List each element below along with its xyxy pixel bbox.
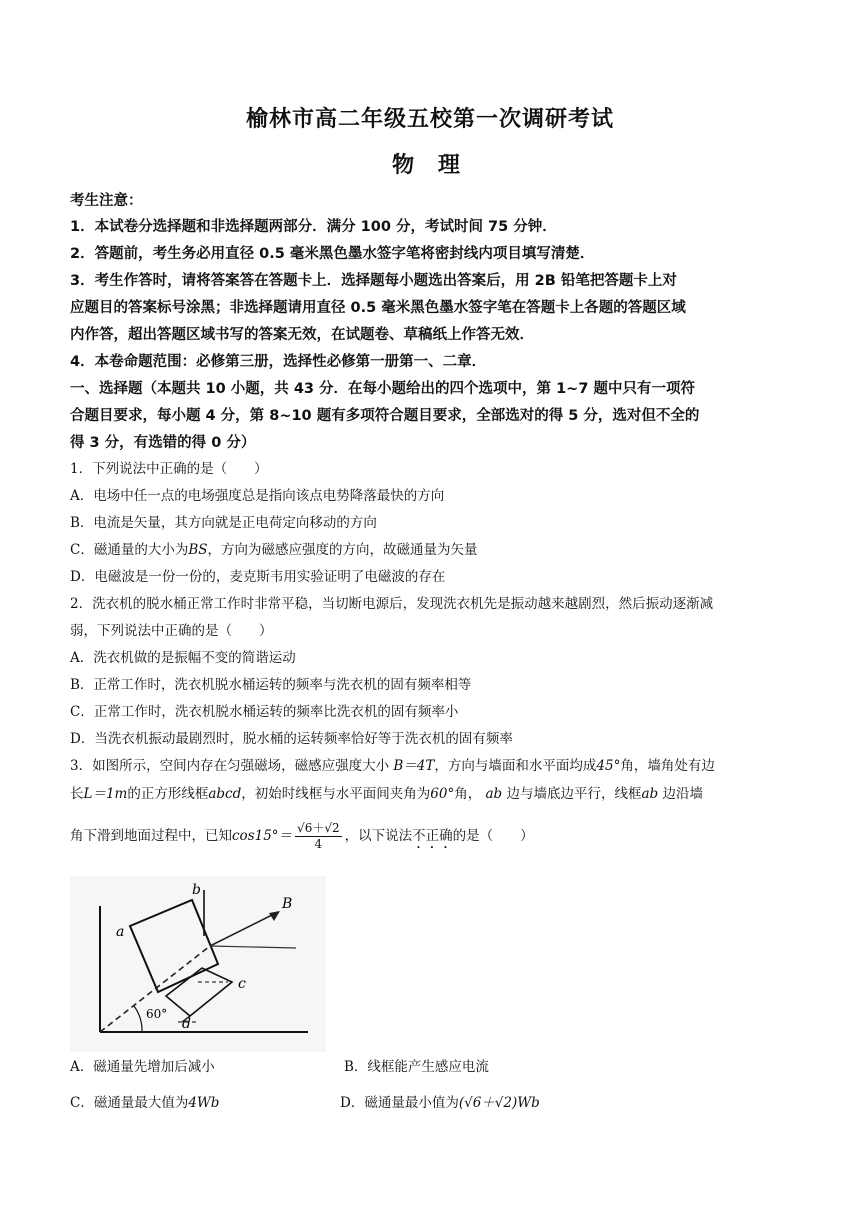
q3-c-val: 4Wb [188,1095,220,1111]
q3-l2-abcd: abcd [208,786,242,802]
fraction-numerator: √6＋√2 [297,821,340,835]
q3-l2-angle: 60° [430,786,455,802]
q3-l2-mid2: ，初始时线框与水平面间夹角为 [241,786,431,802]
label-c: c [238,976,246,992]
q3-l1-pre: 3．如图所示，空间内存在匀强磁场，磁感应强度大小 [70,758,390,774]
q3-l1-post: ，方向与墙面和水平面均成 [434,758,597,774]
q1-option-c [70,537,792,564]
q1-c-math: BS [188,542,208,558]
notice-item-2: 2．答题前，考生务必用直径 0.5 毫米黑色墨水签字笔将密封线内项目填写清楚． [70,246,595,262]
label-a: a [116,924,125,940]
q1-option-d: D．电磁波是一份一份的，麦克斯韦用实验证明了电磁波的存在 [70,569,446,585]
subject-title: 物 理 [392,153,468,178]
q2-stem-2: 弱，下列说法中正确的是（ ） [70,623,273,639]
notice-item-1: 1．本试卷分选择题和非选择题两部分．满分 100 分，考试时间 75 分钟． [70,219,557,235]
q3-c-pre: C．磁通量最大值为 [70,1095,189,1111]
notice-item-3: 3．考生作答时，请将答案答在答题卡上．选择题每小题选出答案后，用 2B 铅笔把答题卡上对 [70,273,677,289]
q3-l1-math: B＝4T [393,758,435,774]
q3-l2-end: 边沿墙 [662,786,703,802]
q3-l1-angle: 45° [596,758,621,774]
q3-l2-ab2: ab [641,786,659,802]
label-angle: 60° [146,1007,168,1021]
q3-l3-not: 不正确 [412,828,453,844]
q3-l2-mid3: 角， [454,786,482,802]
q3-l2-pre: 长 [70,786,84,802]
q1-option-b: B．电流是矢量，其方向就是正电荷定向移动的方向 [70,515,377,531]
q2-option-a: A．洗衣机做的是振幅不变的简谐运动 [70,650,296,666]
q3-l1-end: 角，墙角处有边 [620,758,715,774]
q3-l3-cos: cos15°＝ [232,828,293,844]
q2-stem-1: 2．洗衣机的脱水桶正常工作时非常平稳，当切断电源后，发现洗衣机先是振动越来越剧烈，然后振动逐渐减 [70,596,714,612]
q3-option-d [340,1090,540,1117]
fraction-denominator: 4 [314,837,323,851]
q2-option-c: C．正常工作时，洗衣机脱水桶运转的频率比洗衣机的固有频率小 [70,704,459,720]
notice-heading: 考生注意： [70,193,143,209]
q1-option-a: A．电场中任一点的电场强度总是指向该点电势降落最快的方向 [70,488,445,504]
q1-c-pre: C．磁通量的大小为 [70,542,189,558]
q3-option-c [70,1090,219,1117]
q1-stem: 1．下列说法中正确的是（ ） [70,461,268,477]
q3-l3-end: 的是（ ） [452,828,534,844]
q3-stem-2 [70,781,792,808]
q3-stem-1 [70,753,792,780]
notice-item-4: 4．本卷命题范围：必修第三册，选择性必修第一册第一、二章． [70,354,487,370]
q3-l2-mid: 的正方形线框 [127,786,209,802]
notice-item-3-cont: 应题目的答案标号涂黑；非选择题请用直径 0.5 毫米黑色墨水签字笔在答题卡上各题的答题区域 [70,300,686,316]
q3-l2-ab: ab [485,786,503,802]
q3-l2-mid4: 边与墙底边平行，线框 [506,786,642,802]
q3-diagram [70,876,326,1052]
notice-item-3-cont2: 内作答，超出答题区域书写的答案无效，在试题卷、草稿纸上作答无效． [70,327,534,343]
label-d: d [182,1016,191,1032]
q1-c-post: ，方向为磁感应强度的方向，故磁通量为矢量 [207,542,478,558]
q2-option-d: D．当洗衣机振动最剧烈时，脱水桶的运转频率恰好等于洗衣机的固有频率 [70,731,513,747]
cos-fraction [295,821,342,852]
q3-figure [70,876,326,1052]
q2-option-b: B．正常工作时，洗衣机脱水桶运转的频率与洗衣机的固有频率相等 [70,677,472,693]
label-b: b [192,882,201,898]
q3-d-pre: D．磁通量最小值为 [340,1095,459,1111]
label-B: B [282,896,293,912]
q3-option-b: B．线框能产生感应电流 [344,1059,489,1075]
q3-l2-math: L＝1m [83,786,128,802]
exam-title: 榆林市高二年级五校第一次调研考试 [245,107,614,132]
q3-d-val: (√6＋√2)Wb [458,1095,540,1111]
q3-l3-mid: ，以下说法 [344,828,413,844]
section-heading-3: 得 3 分，有选错的得 0 分） [70,435,256,451]
q3-l3-pre: 角下滑到地面过程中，已知 [70,828,232,844]
q3-stem-3 [70,818,792,854]
section-heading-1: 一、选择题（本题共 10 小题，共 43 分．在每小题给出的四个选项中，第 1~7 题中只有一项符 [70,381,695,397]
section-heading-2: 合题目要求，每小题 4 分，第 8~10 题有多项符合题目要求，全部选对的得 5 分，选对但不全的 [70,408,700,424]
q3-option-a: A．磁通量先增加后减小 [70,1059,215,1075]
